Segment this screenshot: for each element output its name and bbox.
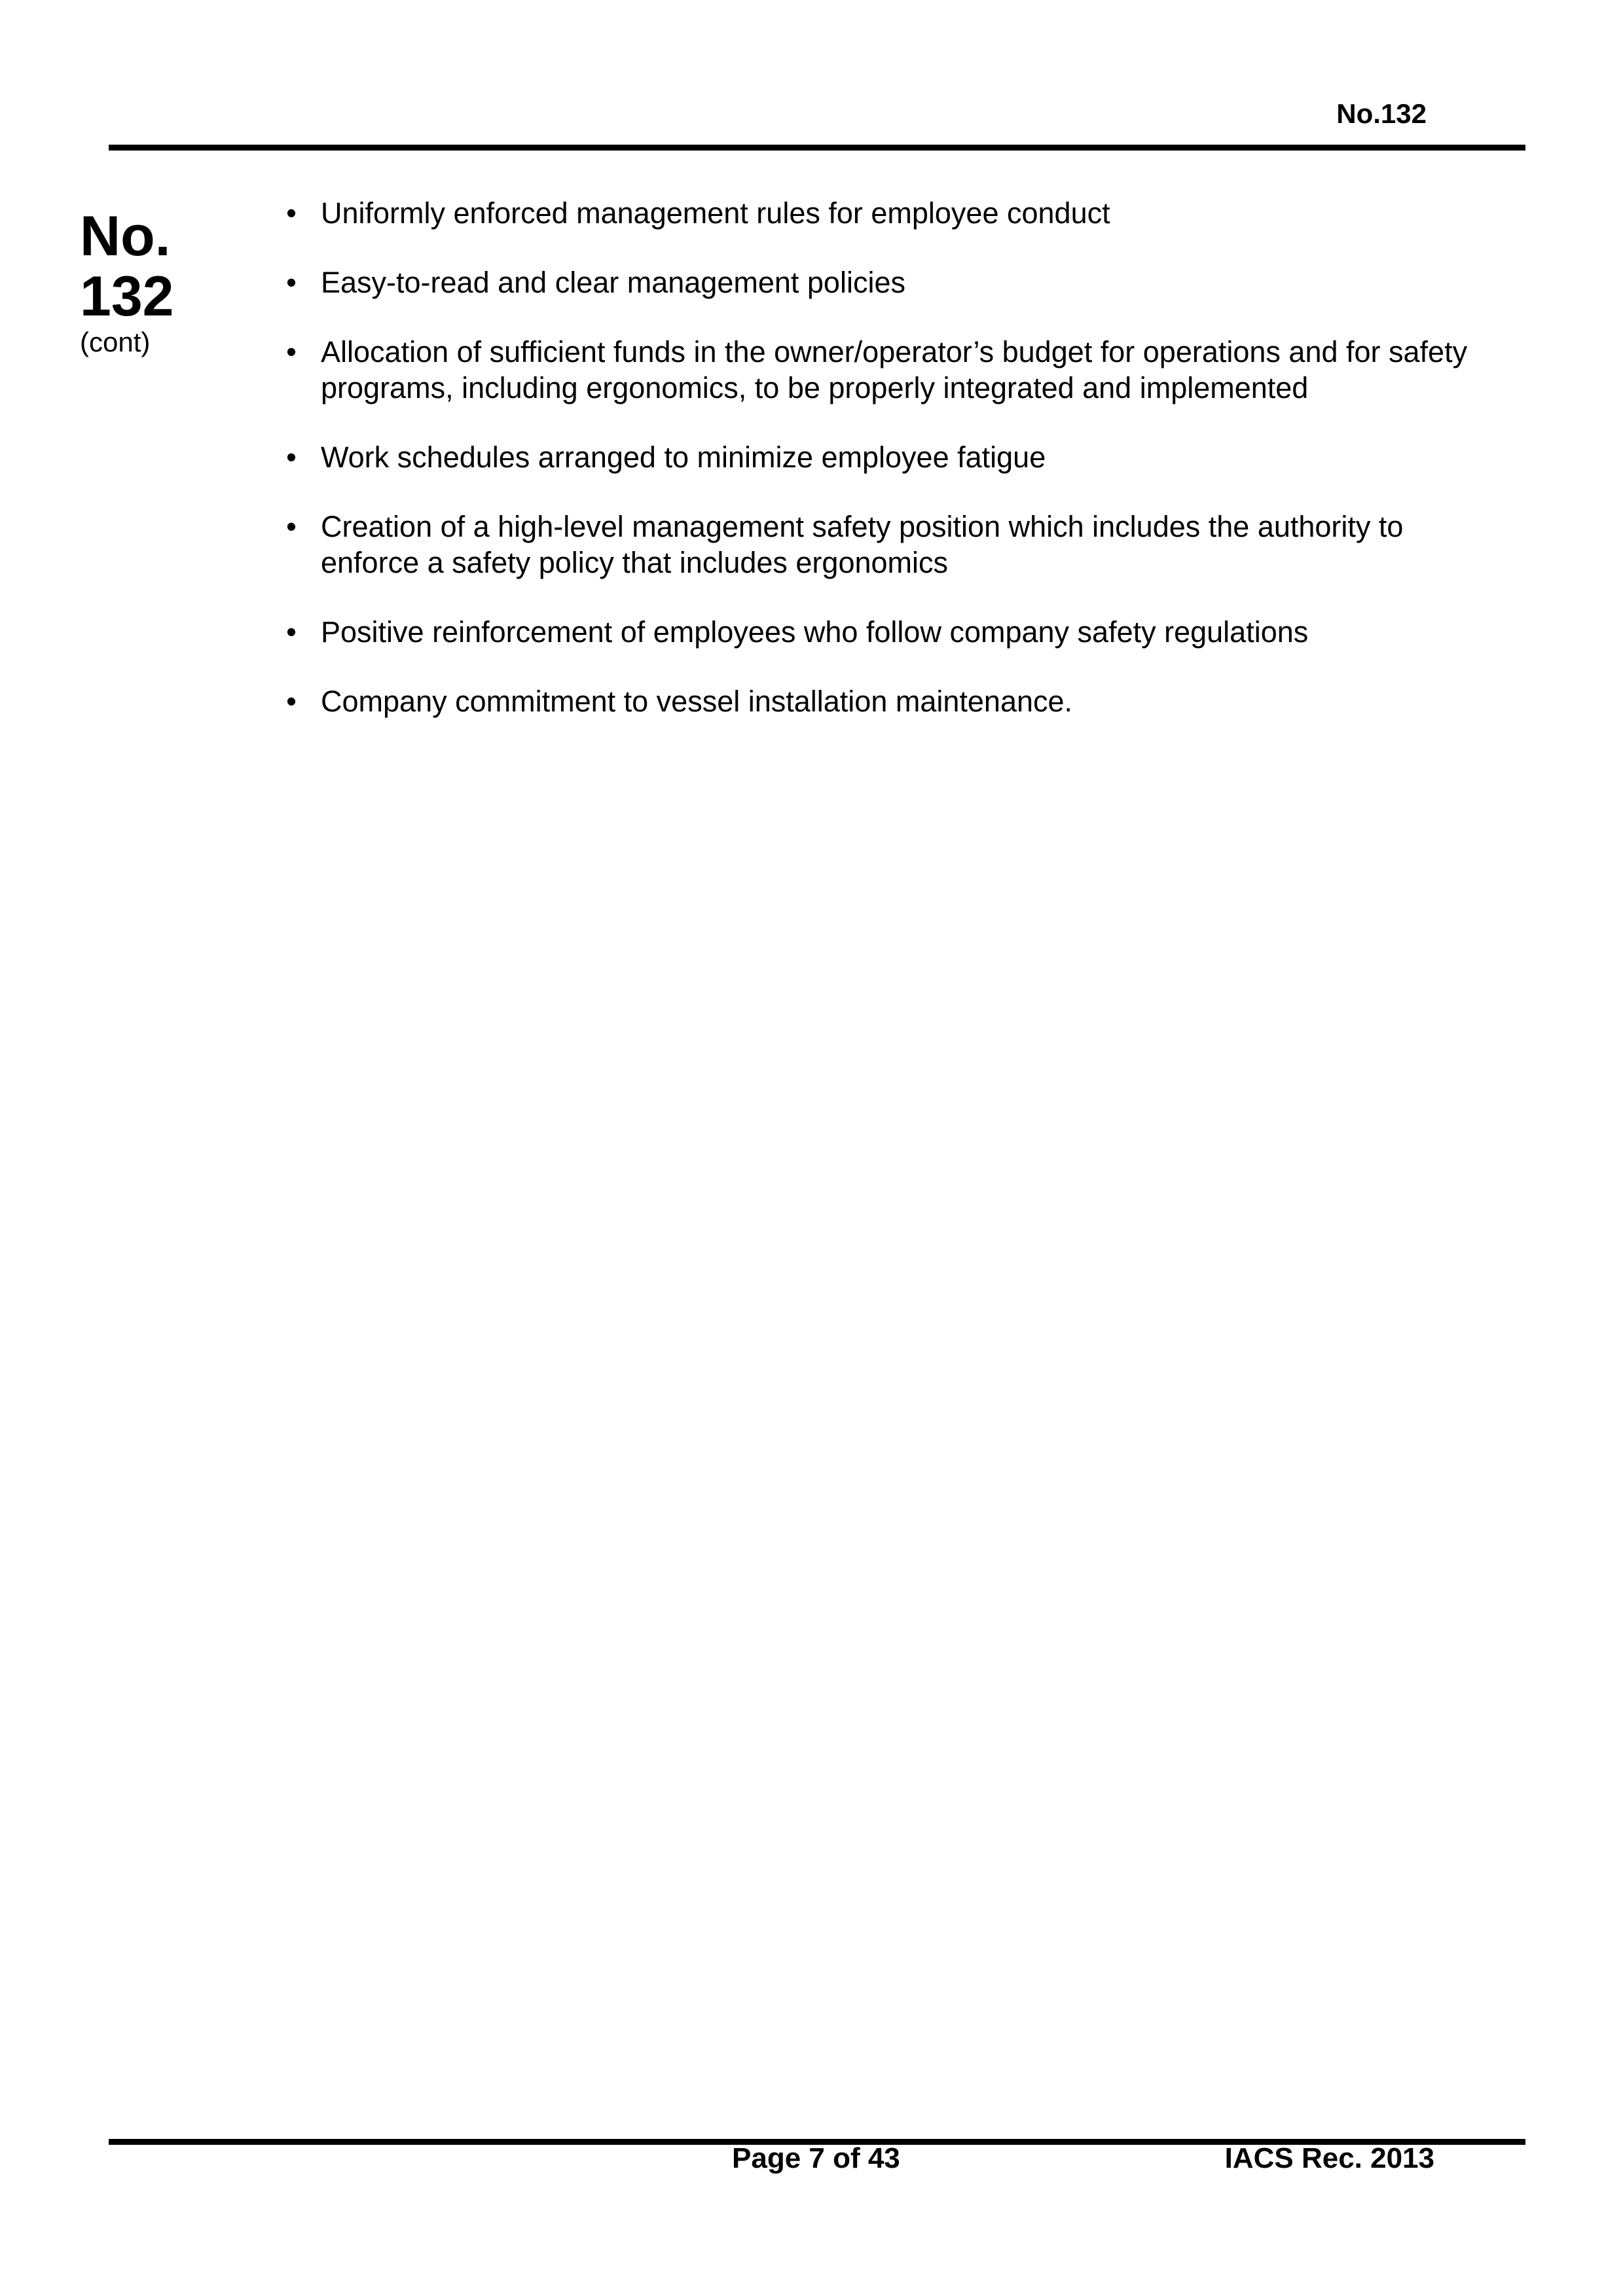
- bullet-item: [282, 683, 1486, 719]
- bullet-text: Allocation of sufficient funds in the owner/operator’s budget for operations and for safety programs, including ergonomics, to be properly integrated and implemented: [321, 335, 1468, 404]
- side-label-continuation: (cont): [80, 327, 151, 357]
- bullet-item: [282, 509, 1486, 581]
- bullet-icon: •: [286, 335, 297, 368]
- bullet-icon: •: [286, 510, 297, 543]
- bullet-text: Easy-to-read and clear management policies: [321, 266, 905, 299]
- header-document-number: No.132: [1336, 98, 1427, 129]
- side-label-number: 132: [80, 265, 174, 328]
- bullet-text: Work schedules arranged to minimize employee fatigue: [321, 440, 1046, 474]
- bullet-icon: •: [286, 615, 297, 649]
- bullet-text: Creation of a high-level management safety position which includes the authority to enforce a safety policy that includes ergonomics: [321, 510, 1404, 579]
- bullet-text: Positive reinforcement of employees who follow company safety regulations: [321, 615, 1309, 649]
- bullet-item: [282, 334, 1486, 406]
- bullet-text: Uniformly enforced management rules for employee conduct: [321, 196, 1110, 230]
- bullet-item: [282, 264, 1486, 300]
- bullet-item: [282, 439, 1486, 475]
- bullet-item: [282, 614, 1486, 650]
- bullet-text: Company commitment to vessel installation maintenance.: [321, 685, 1073, 718]
- footer-document-reference: IACS Rec. 2013: [1224, 2142, 1434, 2174]
- bullet-icon: •: [286, 196, 297, 230]
- bullet-item: [282, 195, 1486, 231]
- bullet-icon: •: [286, 440, 297, 474]
- footer-page-number: Page 7 of 43: [732, 2142, 900, 2174]
- bullet-icon: •: [286, 685, 297, 718]
- side-label: [80, 206, 174, 358]
- side-label-no: No.: [80, 205, 171, 268]
- header-rule: [109, 145, 1525, 151]
- bullet-icon: •: [286, 266, 297, 299]
- bullet-list: [282, 195, 1486, 753]
